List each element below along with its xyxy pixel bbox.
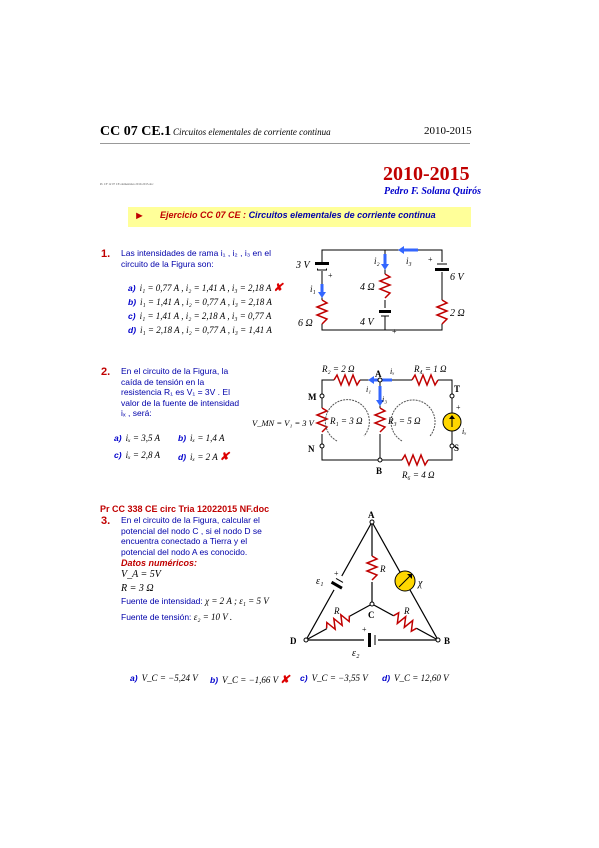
q3-number: 3.: [101, 515, 111, 527]
plus-sign: +: [362, 625, 367, 634]
q3-option-d[interactable]: [382, 673, 449, 683]
option-letter: d): [382, 673, 391, 683]
node-c: C: [368, 610, 375, 620]
plus-sign: +: [392, 327, 397, 336]
node-n: N: [308, 444, 315, 454]
label-2ohm: 2 Ω: [450, 308, 465, 319]
battery-icon: [435, 268, 449, 271]
q2-number: 2.: [101, 366, 111, 378]
banner-text: [160, 210, 436, 220]
option-text: i₁ = 1,41 A , i₂ = 0,77 A , i₃ = 2,18 A: [140, 297, 272, 307]
file-reference: Pr. CF 12 07 CE elementales 2010-2015.doc: [100, 182, 154, 186]
label-r-right: R: [404, 606, 410, 616]
q3-line: encuentra conectado a Tierra y el: [121, 536, 248, 546]
q2-circuit-figure: [252, 356, 470, 486]
q2-option-c[interactable]: [114, 450, 160, 460]
option-letter: c): [114, 450, 122, 460]
data-r: R = 3 Ω: [121, 583, 154, 594]
q1-line: circuito de la Figura son:: [121, 258, 214, 269]
battery-icon: [368, 633, 371, 647]
author-name: Pedro F. Solana Quirós: [384, 186, 482, 197]
q1-option-b[interactable]: [128, 295, 283, 309]
plus-sign: +: [328, 271, 333, 280]
battery-icon: [379, 310, 391, 313]
label-i1: i₁: [366, 385, 372, 394]
banner-title: Circuitos elementales de corriente continua: [248, 210, 436, 220]
option-text: iₓ = 2 A: [190, 452, 218, 462]
label-r-vertical: R: [380, 564, 386, 574]
option-text: V_C = −1,66 V: [222, 675, 279, 685]
label: Fuente de intensidad:: [121, 596, 203, 606]
label-ix-source: iₓ: [462, 427, 467, 436]
q2-line: iₓ , será:: [121, 408, 152, 418]
value: χ = 2 A ; ε₁ = 5 V: [205, 596, 269, 606]
header-rule: [100, 143, 470, 144]
label-i3: i₃: [406, 256, 412, 266]
plus-sign: +: [456, 403, 461, 412]
q1-line: Las intensidades de rama i₁ , i₂ , i₃ en el: [121, 248, 271, 258]
option-text: V_C = 12,60 V: [394, 673, 449, 683]
exercise-banner: [128, 207, 471, 227]
q3-option-c[interactable]: [300, 673, 368, 683]
option-letter: b): [178, 433, 187, 443]
doc-years: 2010-2015: [424, 125, 472, 137]
option-letter: a): [130, 673, 138, 683]
label-r-left: R: [334, 606, 340, 616]
label-i2: i₂: [374, 256, 380, 266]
label-r3: R₃ = 5 Ω: [388, 416, 421, 426]
plus-sign: +: [428, 255, 433, 264]
data-voltage-source: [121, 612, 232, 623]
q1-statement: [121, 248, 291, 269]
q1-circuit-figure: [290, 240, 470, 350]
q2-option-d[interactable]: [178, 450, 229, 463]
option-letter: b): [128, 297, 137, 307]
label-6ohm: 6 Ω: [298, 318, 313, 329]
label: Fuente de tensión:: [121, 612, 192, 622]
q1-option-a[interactable]: [128, 281, 283, 295]
q3-line: potencial del nodo A es conocido.: [121, 546, 248, 557]
q1-option-c[interactable]: [128, 309, 283, 323]
arrow-icon: ►: [134, 210, 145, 222]
option-text: iₓ = 2,8 A: [125, 450, 161, 460]
plus-sign: +: [334, 569, 339, 578]
node-a: A: [375, 369, 382, 379]
option-text: iₓ = 1,4 A: [190, 433, 225, 443]
option-text: iₓ = 3,5 A: [125, 433, 161, 443]
q3-option-a[interactable]: [130, 673, 198, 683]
label-6v: 6 V: [450, 272, 464, 283]
option-letter: b): [210, 675, 219, 685]
node-s: S: [454, 443, 460, 453]
q2-line: En el circuito de la Figura, la: [121, 366, 229, 376]
node-b: B: [444, 636, 451, 646]
q2-line: resistencia R₁ es V₁ = 3V . El: [121, 387, 230, 397]
option-text: i₁ = 1,41 A , i₂ = 2,18 A , i₃ = 0,77 A: [139, 311, 272, 321]
option-letter: c): [300, 673, 308, 683]
q1-options: [128, 281, 283, 337]
cross-mark-icon: ✘: [273, 282, 283, 294]
cross-mark-icon: ✘: [280, 674, 290, 686]
node-t: T: [454, 384, 461, 394]
q2-statement: [121, 366, 246, 419]
q3-circuit-figure: [288, 508, 458, 658]
q1-option-d[interactable]: [128, 323, 283, 337]
option-text: V_C = −5,24 V: [141, 673, 198, 683]
q3-statement: [121, 515, 291, 557]
q3-line: En el circuito de la Figura, calcular el: [121, 515, 260, 525]
option-letter: c): [128, 311, 136, 321]
label-r2: R₂ = 2 Ω: [322, 364, 355, 374]
label-r6: R₆ = 4 Ω: [402, 470, 435, 480]
data-current-source: [121, 596, 269, 607]
option-letter: d): [178, 452, 187, 462]
label-eps1: ε₁: [316, 576, 324, 587]
node-a: A: [368, 510, 375, 520]
option-letter: a): [128, 283, 136, 293]
label-4ohm: 4 Ω: [360, 282, 375, 293]
q2-line: caída de tensión en la: [121, 376, 205, 387]
label-r1: R₁ = 3 Ω: [330, 416, 363, 426]
label-chi: χ: [418, 578, 423, 589]
source-reference: Pr CC 338 CE circ Tria 12022015 NF.doc: [100, 504, 270, 514]
q2-option-a[interactable]: [114, 433, 160, 443]
doc-code: CC 07 CE.1: [100, 124, 172, 139]
q1-number: 1.: [101, 248, 111, 260]
data-title: Datos numéricos:: [121, 558, 198, 568]
cross-mark-icon: ✘: [219, 451, 230, 463]
node-m: M: [308, 392, 317, 402]
q2-line: valor de la fuente de intensidad: [121, 397, 240, 408]
label-i1: i₁: [310, 284, 316, 294]
banner-label: Ejercicio CC 07 CE :: [160, 210, 247, 220]
label-i3: i₃: [382, 395, 388, 404]
label-eps2: ε₂: [352, 648, 360, 658]
label-vmn: V_MN = V₁ = 3 V: [252, 418, 314, 428]
option-text: i₁ = 0,77 A , i₂ = 1,41 A , i₃ = 2,18 A: [139, 283, 272, 293]
data-va: V_A = 5V: [121, 569, 161, 580]
doc-subtitle: Circuitos elementales de corriente continua: [173, 127, 331, 137]
option-letter: a): [114, 433, 122, 443]
big-years-title: 2010-2015: [383, 163, 470, 185]
label-4v: 4 V: [360, 317, 374, 328]
label-r4: R₄ = 1 Ω: [414, 364, 447, 374]
node-b: B: [376, 466, 383, 476]
node-d: D: [290, 636, 297, 646]
q3-option-b[interactable]: [210, 673, 289, 686]
label-3v: 3 V: [296, 260, 310, 271]
option-text: V_C = −3,55 V: [311, 673, 368, 683]
option-letter: d): [128, 325, 137, 335]
value: ε₂ = 10 V .: [193, 612, 233, 622]
q3-line: potencial del nodo C , si el nodo D se: [121, 525, 262, 536]
q2-option-b[interactable]: [178, 433, 225, 443]
option-text: i₁ = 2,18 A , i₂ = 0,77 A , i₃ = 1,41 A: [140, 325, 272, 335]
label-ix: iₓ: [390, 367, 395, 376]
